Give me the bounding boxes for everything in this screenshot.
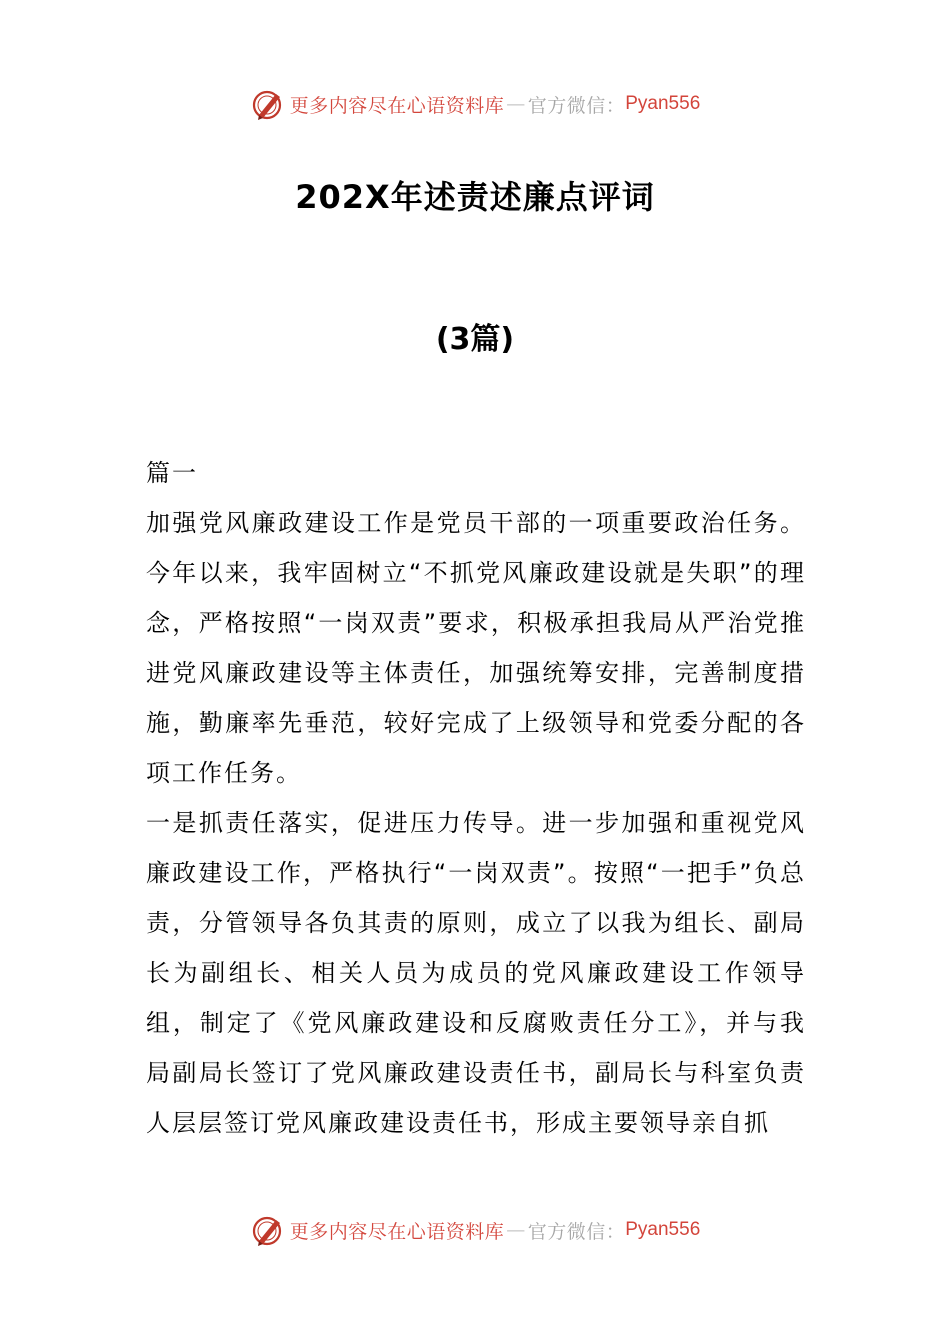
footer-site-text: 更多内容尽在心语资料库 bbox=[289, 1220, 505, 1243]
header-wechat-label: 官方微信： bbox=[527, 94, 626, 117]
footer-watermark-banner bbox=[0, 1210, 950, 1250]
header-watermark-banner bbox=[0, 84, 950, 124]
section-label: 篇一 bbox=[146, 459, 198, 487]
paragraph: 一是抓责任落实，促进压力传导。进一步加强和重视党风廉政建设工作，严格执行“一岗双责”。按照“一把手”负总责，分管领导各负其责的原则，成立了以我为组长、副局长为副组长、相关人员为成员的党风廉政建设工作领导组，制定了《党风廉政建设和反腐败责任分工》，并与我局副局长签订了党风廉政建设责任书，副局长与科室负责人层层签订党风廉政建设责任书，形成主要领导亲自抓 bbox=[146, 809, 806, 1137]
paragraph: 加强党风廉政建设工作是党员干部的一项重要政治任务。今年以来，我牢固树立“不抓党风廉政建设就是失职”的理念，严格按照“一岗双责”要求，积极承担我局从严治党推进党风廉政建设等主体责任，加强统筹安排，完善制度措施，勤廉率先垂范，较好完成了上级领导和党委分配的各项工作任务。 bbox=[146, 509, 806, 787]
footer-wechat-label: 官方微信： bbox=[527, 1220, 626, 1243]
document-subtitle: (3篇) bbox=[435, 322, 515, 357]
footer-wechat-id: Pyan556 bbox=[625, 1219, 701, 1240]
header-site-text: 更多内容尽在心语资料库 bbox=[289, 94, 505, 117]
footer-dash: — bbox=[506, 1219, 526, 1241]
header-wechat-id: Pyan556 bbox=[625, 93, 701, 114]
document-body bbox=[146, 448, 806, 1148]
header-dash: — bbox=[506, 93, 526, 115]
pen-logo-icon bbox=[250, 1212, 286, 1248]
document-title: 202X年述责述廉点评词 bbox=[295, 178, 655, 216]
pen-logo-icon bbox=[250, 86, 286, 122]
